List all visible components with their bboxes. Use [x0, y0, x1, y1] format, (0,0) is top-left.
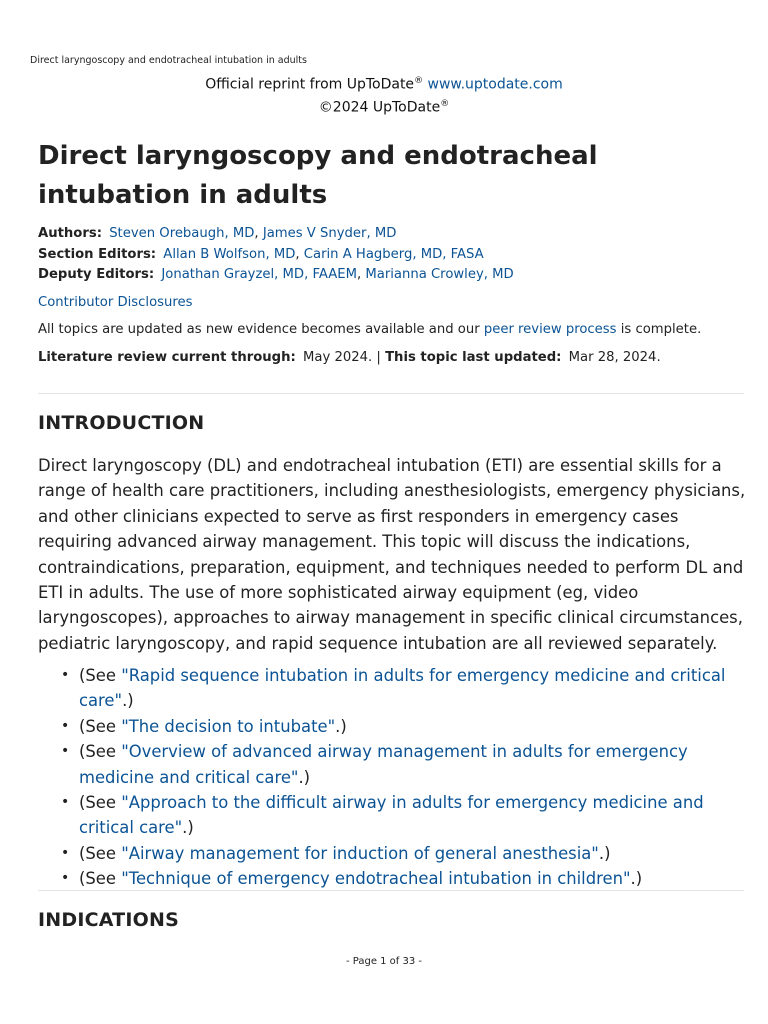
- literature-review-date: May 2024.: [302, 349, 373, 365]
- topic-link[interactable]: "Airway management for induction of general anesthesia": [121, 843, 599, 863]
- deputy-editor-link[interactable]: Jonathan Grayzel, MD, FAAEM: [161, 267, 357, 282]
- reprint-line-1: [0, 72, 768, 95]
- article-meta: [38, 224, 744, 368]
- running-head: Direct laryngoscopy and endotracheal intubation in adults: [30, 55, 307, 66]
- review-dates-row: [38, 348, 744, 369]
- deputy-editors-label: Deputy Editors:: [38, 267, 155, 282]
- see-suffix: .): [598, 843, 611, 863]
- bullet: •: [61, 667, 70, 683]
- see-suffix: .): [122, 691, 134, 711]
- page-title: Direct laryngoscopy and endotracheal intubation in adults: [38, 141, 598, 210]
- bullet: •: [61, 844, 70, 861]
- topic-link[interactable]: "Approach to the difficult airway in adults for emergency medicine and critical care": [79, 793, 704, 838]
- reprint-notice: [0, 72, 768, 117]
- comma-separator: ,: [295, 246, 300, 262]
- see-prefix: (See: [79, 843, 116, 863]
- update-policy-suffix: is complete.: [620, 322, 702, 337]
- comma-separator: ,: [356, 267, 362, 282]
- section-divider: [38, 890, 744, 891]
- bullet: •: [61, 717, 70, 734]
- bullet: •: [61, 870, 70, 887]
- list-item: [58, 663, 748, 714]
- section-editors-label: Section Editors:: [38, 246, 157, 262]
- comma-separator: ,: [254, 226, 259, 241]
- see-prefix: (See: [79, 793, 116, 813]
- author-link[interactable]: Steven Orebaugh, MD: [109, 226, 255, 241]
- deputy-editors-row: [38, 265, 744, 286]
- peer-review-link[interactable]: peer review process: [483, 322, 617, 337]
- topic-link[interactable]: "Overview of advanced airway management in adults for emergency medicine and critical care": [79, 742, 688, 787]
- reprint-source: Official reprint from UpToDate: [205, 76, 415, 93]
- see-also-list: [58, 663, 748, 892]
- section-editors-row: [38, 245, 744, 266]
- bullet: •: [61, 743, 70, 760]
- uptodate-url-link[interactable]: www.uptodate.com: [427, 76, 563, 93]
- literature-review-label: Literature review current through:: [38, 349, 296, 365]
- disclosures-row: [38, 293, 744, 314]
- topic-link[interactable]: "The decision to intubate": [121, 716, 336, 736]
- see-prefix: (See: [79, 869, 116, 889]
- page-number-footer: - Page 1 of 33 -: [345, 956, 423, 967]
- topic-link[interactable]: "Rapid sequence intubation in adults for emergency medicine and critical care": [79, 666, 726, 711]
- see-prefix: (See: [79, 666, 116, 685]
- introduction-heading: INTRODUCTION: [38, 412, 205, 434]
- list-item: [58, 714, 748, 739]
- see-suffix: .): [630, 869, 643, 889]
- registered-mark-2: ®: [440, 98, 450, 109]
- bullet: •: [61, 794, 70, 811]
- topic-link[interactable]: "Technique of emergency endotracheal intubation in children": [121, 869, 631, 889]
- section-divider: [38, 393, 744, 394]
- see-prefix: (See: [79, 716, 116, 736]
- update-policy-row: [38, 320, 744, 341]
- see-suffix: .): [335, 716, 347, 736]
- contributor-disclosures-link[interactable]: Contributor Disclosures: [38, 294, 193, 310]
- section-editor-link[interactable]: Allan B Wolfson, MD: [163, 246, 296, 262]
- see-suffix: .): [298, 767, 311, 787]
- last-updated-label: This topic last updated:: [385, 349, 562, 365]
- reprint-line-2: [0, 95, 768, 118]
- section-editor-link[interactable]: Carin A Hagberg, MD, FASA: [303, 246, 484, 262]
- pipe-separator: |: [376, 349, 381, 365]
- see-suffix: .): [182, 818, 194, 838]
- indications-heading: INDICATIONS: [38, 909, 179, 931]
- authors-row: [38, 224, 744, 245]
- introduction-paragraph: Direct laryngoscopy (DL) and endotracheal intubation (ETI) are essential skills for a range of health care practitioners, including anesthesiologists, emergency physicians, and other clinicians expected to serve as first responders in emergency cases requiring advanced airway management. This topic will discuss the indications, contraindications, preparation, equipment, and techniques needed to perform DL and ETI in adults. The use of more sophisticated airway equipment (eg, video laryngoscopes), approaches to airway management in specific clinical circumstances, pediatric laryngoscopy, and rapid sequence intubation are all reviewed separately.: [38, 456, 746, 653]
- registered-mark: ®: [414, 76, 424, 86]
- list-item: [58, 866, 748, 891]
- last-updated-date: Mar 28, 2024.: [568, 349, 661, 365]
- authors-label: Authors:: [38, 226, 102, 241]
- list-item: [58, 739, 748, 790]
- author-link[interactable]: James V Snyder, MD: [262, 226, 397, 241]
- deputy-editor-link[interactable]: Marianna Crowley, MD: [365, 267, 514, 282]
- see-prefix: (See: [79, 742, 116, 762]
- copyright-text: ©2024 UpToDate: [318, 99, 441, 116]
- list-item: [58, 841, 748, 866]
- update-policy-text: All topics are updated as new evidence becomes available and our: [38, 322, 480, 337]
- list-item: [58, 790, 748, 841]
